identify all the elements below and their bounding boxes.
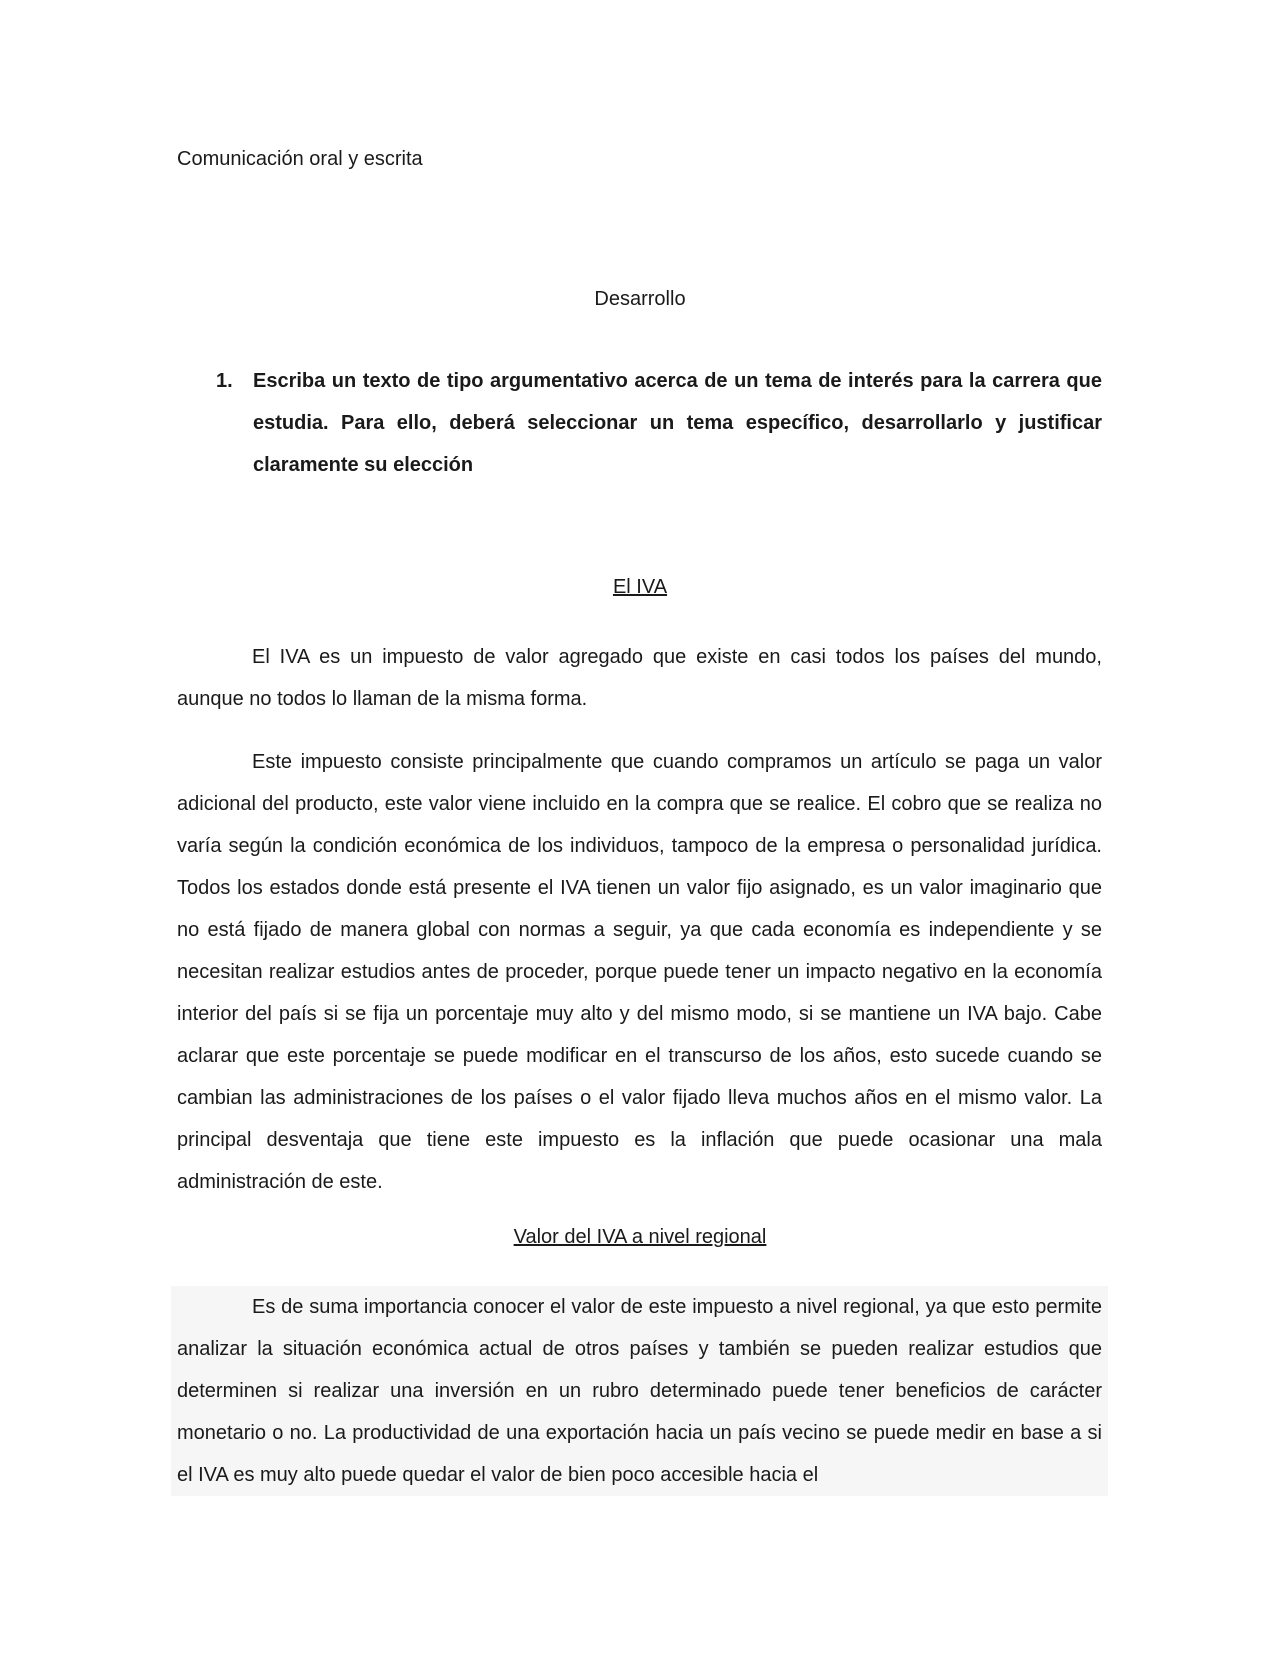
- question-text: Escriba un texto de tipo argumentativo acerca de un tema de interés para la carrera que estudia. Para ello, deberá seleccionar un tema específico, desarrollarlo y justificar claramente su elección: [253, 370, 1102, 476]
- subsection-title: Valor del IVA a nivel regional: [513, 1226, 767, 1248]
- essay-title: El IVA: [612, 576, 668, 598]
- question-item: [216, 360, 1102, 486]
- course-header: Comunicación oral y escrita: [177, 148, 423, 170]
- question-number: 1.: [216, 370, 233, 392]
- paragraph-body: Este impuesto consiste principalmente que cuando compramos un artículo se paga un valor adicional del producto, este valor viene incluido en la compra que se realice. El cobro que se realiza no varía según la condición económica de los individuos, tampoco de la empresa o personalidad jurídica. Todos los estados donde está presente el IVA tienen un valor fijo asignado, es un valor imaginario que no está fijado de manera global con normas a seguir, ya que cada economía es independiente y se necesitan realizar estudios antes de proceder, porque puede tener un impacto negativo en la economía interior del país si se fija un porcentaje muy alto y del mismo modo, si se mantiene un IVA bajo. Cabe aclarar que este porcentaje se puede modificar en el transcurso de los años, esto sucede cuando se cambian las administraciones de los países o el valor fijado lleva muchos años en el mismo valor. La principal desventaja que tiene este impuesto es la inflación que puede ocasionar una mala administración de este.: [177, 751, 1102, 1193]
- paragraph-regional: Es de suma importancia conocer el valor de este impuesto a nivel regional, ya que esto permite analizar la situación económica actual de otros países y también se pueden realizar estudios que determinen si realizar una inversión en un rubro determinado puede tener beneficios de carácter monetario o no. La productividad de una exportación hacia un país vecino se puede medir en base a si el IVA es muy alto puede quedar el valor de bien poco accesible hacia el: [171, 1286, 1108, 1496]
- section-title: Desarrollo: [594, 288, 686, 310]
- paragraph-intro: El IVA es un impuesto de valor agregado que existe en casi todos los países del mundo, aunque no todos lo llaman de la misma forma.: [177, 646, 1102, 710]
